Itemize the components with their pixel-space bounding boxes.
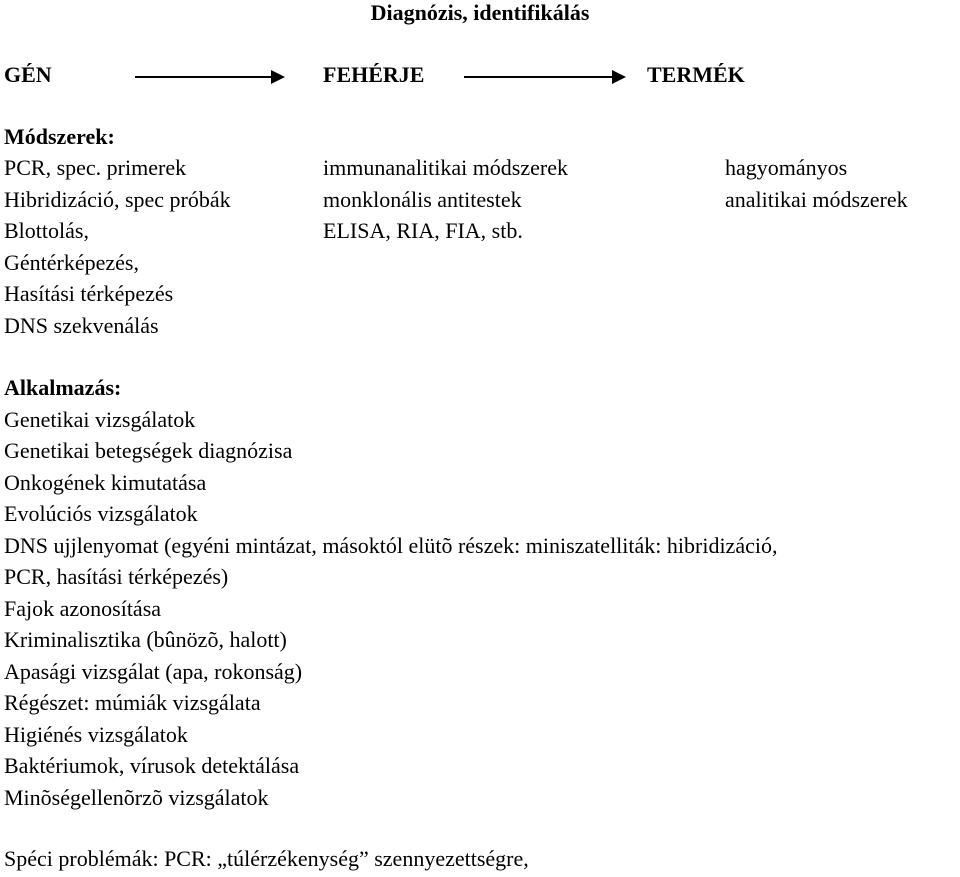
document-title: Diagnózis, identifikálás (370, 0, 590, 25)
application-item: Apasági vizsgálat (apa, rokonság) (4, 658, 303, 684)
gene-method-item: Hibridizáció, spec próbák (4, 186, 231, 212)
product-method-item: analitikai módszerek (725, 186, 908, 212)
application-item: Onkogének kimutatása (4, 469, 207, 495)
applications-heading: Alkalmazás: (4, 375, 122, 400)
application-item: PCR, hasítási térképezés) (4, 564, 229, 589)
application-item: Evolúciós vizsgálatok (4, 501, 198, 526)
application-item: Higiénés vizsgálatok (4, 721, 188, 747)
gene-method-item: Géntérképezés, (4, 249, 139, 275)
gene-method-item: DNS szekvenálás (4, 312, 159, 338)
gene-methods-list (4, 152, 231, 341)
gene-method-item: Blottolás, (4, 218, 89, 243)
application-item: Baktériumok, vírusok detektálása (4, 753, 300, 778)
gene-method-item: Hasítási térképezés (4, 281, 174, 306)
methods-heading: Módszerek: (4, 124, 115, 149)
application-item: Kriminalisztika (bûnözõ, halott) (4, 627, 287, 652)
application-item: Minõségellenõrzõ vizsgálatok (4, 784, 269, 810)
application-item: DNS ujjlenyomat (egyéni mintázat, másoktól elütõ részek: miniszatelliták: hibridizáció, (4, 532, 778, 558)
protein-methods-list (323, 152, 568, 247)
protein-method-item: monklonális antitestek (323, 186, 522, 212)
application-item: Fajok azonosítása (4, 595, 162, 621)
product-method-item: hagyományos (725, 155, 848, 180)
protein-method-item: ELISA, RIA, FIA, stb. (323, 218, 523, 243)
arrow-protein-to-product (464, 70, 626, 84)
flow-product-label: TERMÉK (647, 62, 745, 87)
special-problems-note: Spéci problémák: PCR: „túlérzékenység” szennyezettségre, (4, 846, 529, 871)
product-methods-list (725, 152, 908, 215)
flow-gene-label: GÉN (4, 62, 52, 87)
flow-protein-label: FEHÉRJE (323, 62, 425, 87)
application-item: Genetikai vizsgálatok (4, 406, 196, 432)
application-item: Régészet: múmiák vizsgálata (4, 690, 261, 715)
application-item: Genetikai betegségek diagnózisa (4, 438, 293, 463)
arrow-gene-to-protein (135, 70, 285, 84)
gene-method-item: PCR, spec. primerek (4, 155, 187, 180)
applications-section (4, 372, 777, 813)
protein-method-item: immunanalitikai módszerek (323, 155, 568, 180)
